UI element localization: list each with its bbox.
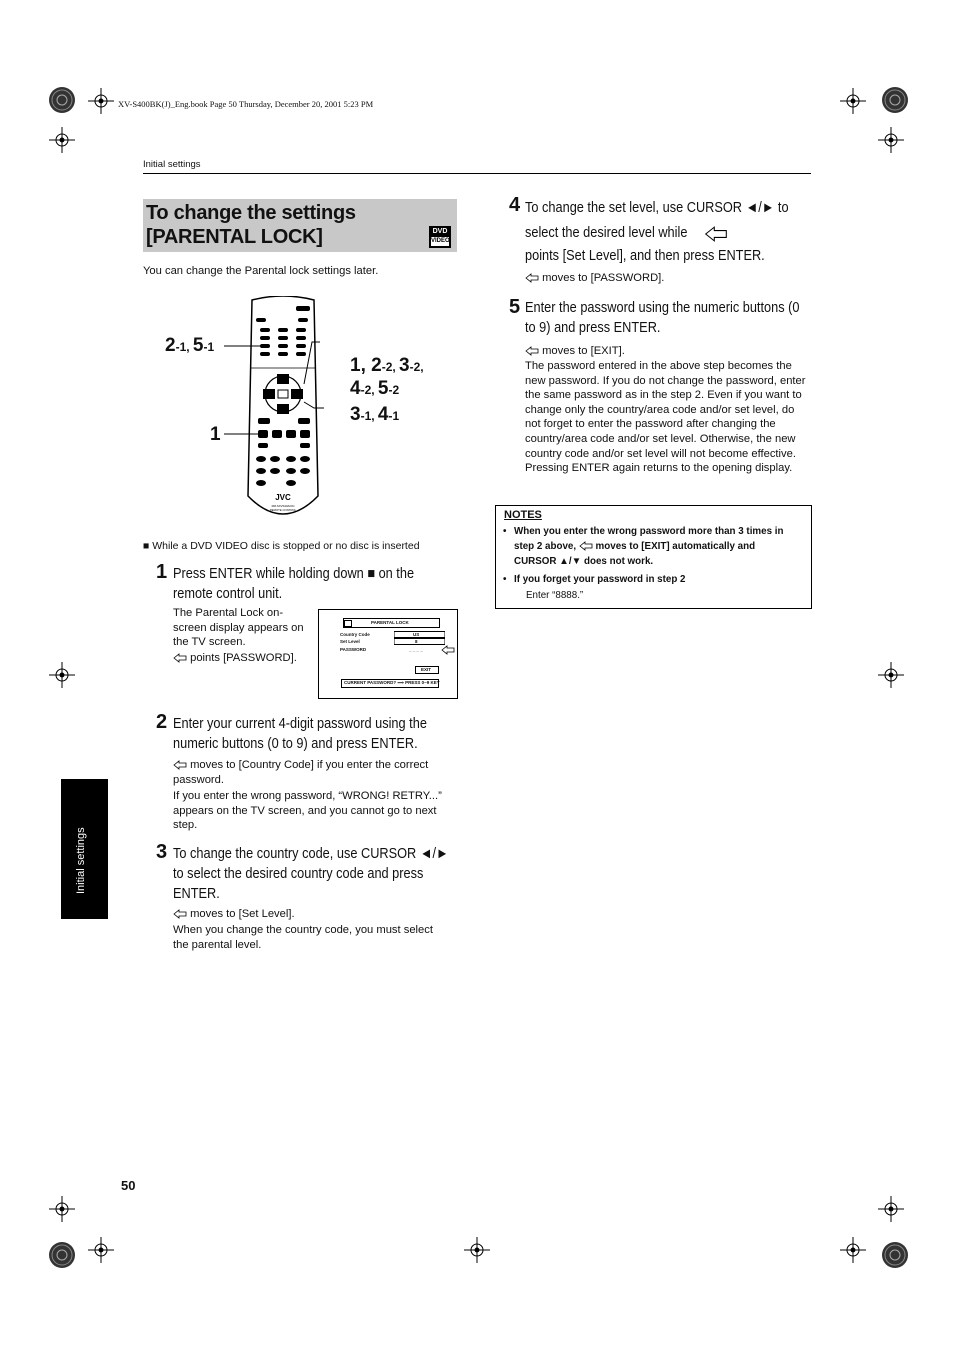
side-tab bbox=[61, 779, 108, 919]
left-arrow-icon bbox=[173, 760, 187, 770]
step-2-heading: Enter your current 4-digit password using the numeric buttons (0 to 9) and press ENTER. bbox=[173, 716, 427, 752]
step-3-arrow-note: moves to [Set Level]. bbox=[173, 907, 295, 922]
osd-title: PARENTAL LOCK bbox=[371, 620, 409, 625]
osd-row-value: US bbox=[413, 632, 420, 637]
step-4-number: 4 bbox=[509, 194, 521, 216]
osd-row-value: 8 bbox=[415, 639, 418, 644]
crop-crosshair-icon bbox=[840, 88, 866, 114]
page-number: 50 bbox=[121, 1178, 136, 1193]
step-3-body: When you change the country code, you must select the parental level. bbox=[173, 924, 433, 951]
crop-crosshair-icon bbox=[49, 1196, 75, 1222]
crop-crosshair-icon bbox=[878, 1196, 904, 1222]
osd-exit: EXIT bbox=[421, 667, 432, 672]
svg-text:RM-SXVS40A/ON: RM-SXVS40A/ON bbox=[271, 504, 295, 508]
registration-mark-top-left bbox=[40, 78, 84, 122]
svg-text:JVC: JVC bbox=[275, 493, 291, 502]
notes-title: NOTES bbox=[504, 509, 542, 521]
callout-steps-3-4: 3-1, 4-1 bbox=[350, 404, 400, 425]
condition-text: ■ While a DVD VIDEO disc is stopped or no disc is inserted bbox=[143, 540, 420, 552]
crop-crosshair-icon bbox=[464, 1237, 490, 1263]
page-title: To change the settings [PARENTAL LOCK] bbox=[146, 202, 356, 248]
left-arrow-icon bbox=[441, 645, 455, 655]
left-arrow-icon bbox=[579, 541, 593, 551]
print-header: XV-S400BK(J)_Eng.book Page 50 Thursday, December 20, 2001 5:23 PM bbox=[118, 99, 374, 109]
crop-crosshair-icon bbox=[49, 662, 75, 688]
callout-cursor-steps-line2: 4-2, 5-2 bbox=[350, 378, 400, 399]
left-arrow-icon bbox=[525, 273, 539, 283]
step-3-heading: To change the country code, use CURSOR ◄/► to select the desired country code and press ENTER. bbox=[173, 846, 449, 902]
crop-crosshair-icon bbox=[878, 127, 904, 153]
notes-box bbox=[495, 505, 812, 609]
osd-footer: CURRENT PASSWORD? ⟹ PRESS 0~9 KEY bbox=[344, 680, 440, 685]
step-1-arrow-note: points [PASSWORD]. bbox=[173, 651, 297, 666]
left-arrow-icon bbox=[173, 653, 187, 663]
callout-cursor-steps-line1: 1, 2-2, 3-2, bbox=[350, 355, 424, 376]
osd-row-value-box bbox=[394, 631, 445, 638]
step-3-number: 3 bbox=[156, 841, 168, 863]
step-2-number: 2 bbox=[156, 711, 168, 733]
registration-mark-bottom-right bbox=[873, 1233, 917, 1277]
registration-mark-top-right bbox=[873, 78, 917, 122]
osd-row-value: _ _ _ _ bbox=[409, 647, 423, 652]
step-5-body: The password entered in the above step becomes the new password. If you do not change the password, enter the same password as in the step 2. Even if you want to change only the country/area code and/or set level, do not forget to enter the password after changing the country/area code and/or set level. Otherwise, the new country code and/or set level will not become effective. Pressing ENTER again returns to the opening display. bbox=[525, 360, 806, 475]
dvd-video-badge: DVD VIDEO bbox=[429, 226, 451, 248]
osd-row-label: Set Level bbox=[340, 639, 360, 644]
osd-row-label: Country Code bbox=[340, 632, 370, 637]
header-rule bbox=[143, 173, 811, 174]
crop-crosshair-icon bbox=[49, 127, 75, 153]
callout-lines bbox=[220, 340, 350, 440]
note-item: • When you enter the wrong password more than 3 times in step 2 above, moves to [EXIT] automatically and CURSOR ▲/▼ does not work. bbox=[514, 524, 799, 569]
crop-crosshair-icon bbox=[88, 1237, 114, 1263]
note-sub: Enter “8888.” bbox=[526, 590, 584, 601]
step-5-number: 5 bbox=[509, 296, 521, 318]
step-4-heading-a: To change the set level, use CURSOR ◄/► to select the desired level while bbox=[525, 200, 789, 241]
callout-steps-2-5: 2-1, 5-1 bbox=[165, 335, 215, 356]
step-1-number: 1 bbox=[156, 561, 168, 583]
step-1-body: The Parental Lock on-screen display appears on the TV screen. bbox=[173, 607, 304, 649]
step-1-heading: Press ENTER while holding down ■ on the remote control unit. bbox=[173, 566, 415, 602]
intro-text: You can change the Parental lock settings later. bbox=[143, 265, 379, 277]
step-2-arrow-note: moves to [Country Code] if you enter the correct password. bbox=[173, 759, 429, 786]
osd-row-value-box bbox=[394, 638, 445, 645]
crop-crosshair-icon bbox=[840, 1237, 866, 1263]
title-box bbox=[143, 199, 457, 252]
section-header: Initial settings bbox=[143, 159, 201, 170]
step-5-heading: Enter the password using the numeric buttons (0 to 9) and press ENTER. bbox=[525, 300, 800, 336]
side-tab-label: Initial settings bbox=[75, 827, 87, 894]
step-2-body: If you enter the wrong password, “WRONG! RETRY...” appears on the TV screen, and you cannot go to next step. bbox=[173, 790, 442, 832]
crop-crosshair-icon bbox=[88, 88, 114, 114]
step-5-arrow-note: moves to [EXIT]. bbox=[525, 344, 625, 359]
svg-text:REMOTE CONTROL: REMOTE CONTROL bbox=[269, 508, 297, 512]
callout-step-1: 1 bbox=[210, 424, 221, 445]
step-4-arrow-note: moves to [PASSWORD]. bbox=[525, 271, 664, 286]
osd-row-label: PASSWORD bbox=[340, 647, 367, 652]
left-arrow-icon bbox=[704, 225, 728, 243]
crop-crosshair-icon bbox=[878, 662, 904, 688]
left-arrow-icon bbox=[525, 346, 539, 356]
note-item: • If you forget your password in step 2 bbox=[514, 572, 799, 587]
registration-mark-bottom-left bbox=[40, 1233, 84, 1277]
left-arrow-icon bbox=[173, 909, 187, 919]
step-4-heading-b: points [Set Level], and then press ENTER. bbox=[525, 248, 765, 264]
parental-lock-osd bbox=[318, 609, 458, 699]
